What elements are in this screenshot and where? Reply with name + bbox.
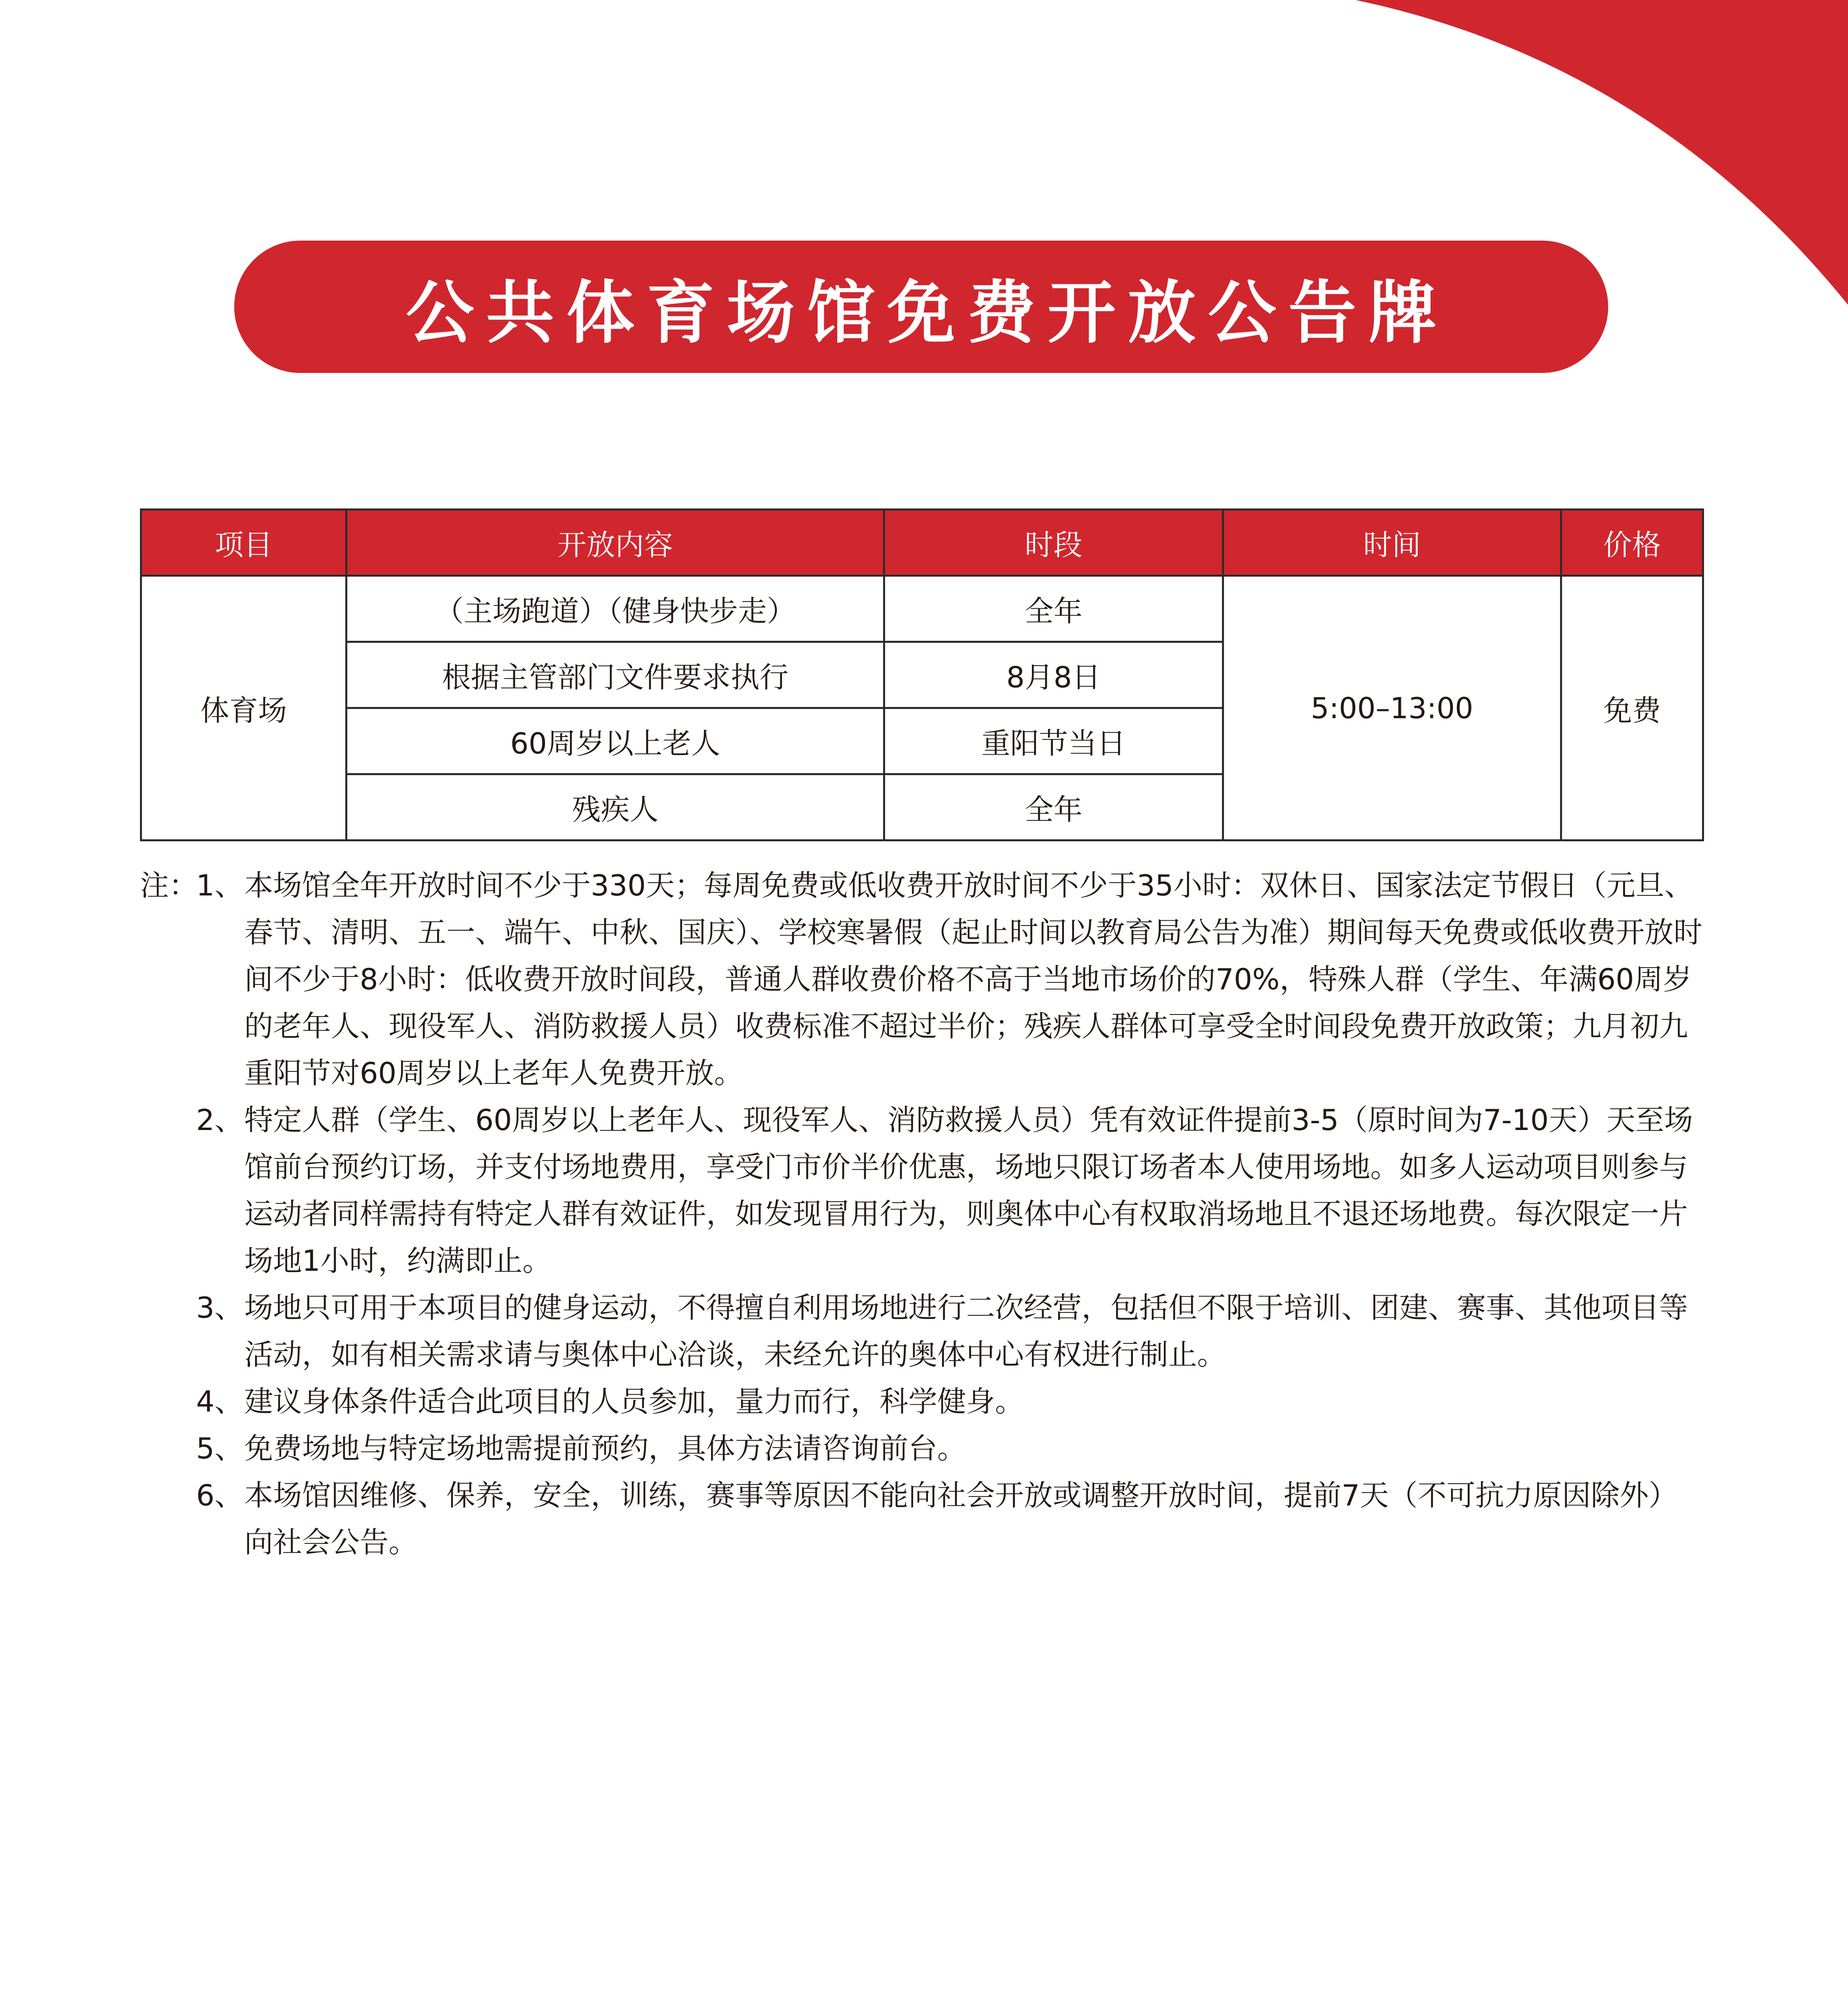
page-title: 公共体育场馆免费开放公告牌	[405, 273, 1449, 353]
table-header-row	[141, 510, 1703, 576]
notes-section	[140, 862, 1704, 1566]
period-cell: 8月8日	[884, 642, 1223, 708]
note-item	[140, 1472, 1704, 1566]
header-content: 开放内容	[346, 510, 884, 576]
notes-prefix: 注：	[140, 869, 198, 902]
content-cell: 60周岁以上老人	[346, 708, 884, 774]
note-text: 免费场地与特定场地需提前预约，具体方法请咨询前台。	[244, 1432, 967, 1465]
title-banner	[234, 241, 1608, 373]
note-number: 3、	[196, 1291, 243, 1325]
price-cell: 免费	[1561, 576, 1703, 840]
note-number: 5、	[196, 1432, 243, 1465]
note-item	[140, 1284, 1704, 1378]
project-cell: 体育场	[141, 576, 346, 840]
period-cell: 全年	[884, 774, 1223, 840]
note-number: 1、	[196, 869, 243, 902]
note-number: 6、	[196, 1478, 243, 1512]
content-cell: （主场跑道）（健身快步走）	[346, 576, 884, 642]
time-cell: 5:00–13:00	[1223, 576, 1561, 840]
note-item	[140, 862, 1704, 1097]
table-row	[141, 576, 1703, 642]
header-price: 价格	[1561, 510, 1703, 576]
header-project: 项目	[141, 510, 346, 576]
note-text: 场地只可用于本项目的健身运动，不得擅自利用场地进行二次经营，包括但不限于培训、团建、赛事、其他项目等活动，如有相关需求请与奥体中心洽谈，未经允许的奥体中心有权进行制止。	[244, 1291, 1688, 1371]
note-item	[140, 1097, 1704, 1284]
content-cell: 根据主管部门文件要求执行	[346, 642, 884, 708]
note-text: 本场馆因维修、保养，安全，训练，赛事等原因不能向社会开放或调整开放时间，提前7天（不可抗力原因除外）向社会公告。	[244, 1478, 1678, 1559]
note-item	[140, 1378, 1704, 1425]
header-period: 时段	[884, 510, 1223, 576]
note-text: 本场馆全年开放时间不少于330天；每周免费或低收费开放时间不少于35小时：双休日、国家法定节假日（元旦、春节、清明、五一、端午、中秋、国庆）、学校寒暑假（起止时间以教育局公告为准）期间每天免费或低收费开放时间不少于8小时：低收费开放时间段，普通人群收费价格不高于当地市场价的70%，特殊人群（学生、年满60周岁的老年人、现役军人、消防救援人员）收费标准不超过半价；残疾人群体可享受全时间段免费开放政策；九月初九重阳节对60周岁以上老年人免费开放。	[244, 869, 1703, 1090]
period-cell: 全年	[884, 576, 1223, 642]
note-number: 2、	[196, 1103, 243, 1137]
header-time: 时间	[1223, 510, 1561, 576]
note-number: 4、	[196, 1385, 243, 1418]
content-cell: 残疾人	[346, 774, 884, 840]
note-text: 建议身体条件适合此项目的人员参加，量力而行，科学健身。	[244, 1385, 1024, 1418]
note-text: 特定人群（学生、60周岁以上老年人、现役军人、消防救援人员）凭有效证件提前3-5（原时间为7-10天）天至场馆前台预约订场，并支付场地费用，享受门市价半价优惠，场地只限订场者本人使用场地。如多人运动项目则参与运动者同样需持有特定人群有效证件，如发现冒用行为，则奥体中心有权取消场地且不退还场地费。每次限定一片场地1小时，约满即止。	[244, 1103, 1693, 1278]
schedule-table	[140, 508, 1704, 841]
note-item	[140, 1425, 1704, 1472]
period-cell: 重阳节当日	[884, 708, 1223, 774]
